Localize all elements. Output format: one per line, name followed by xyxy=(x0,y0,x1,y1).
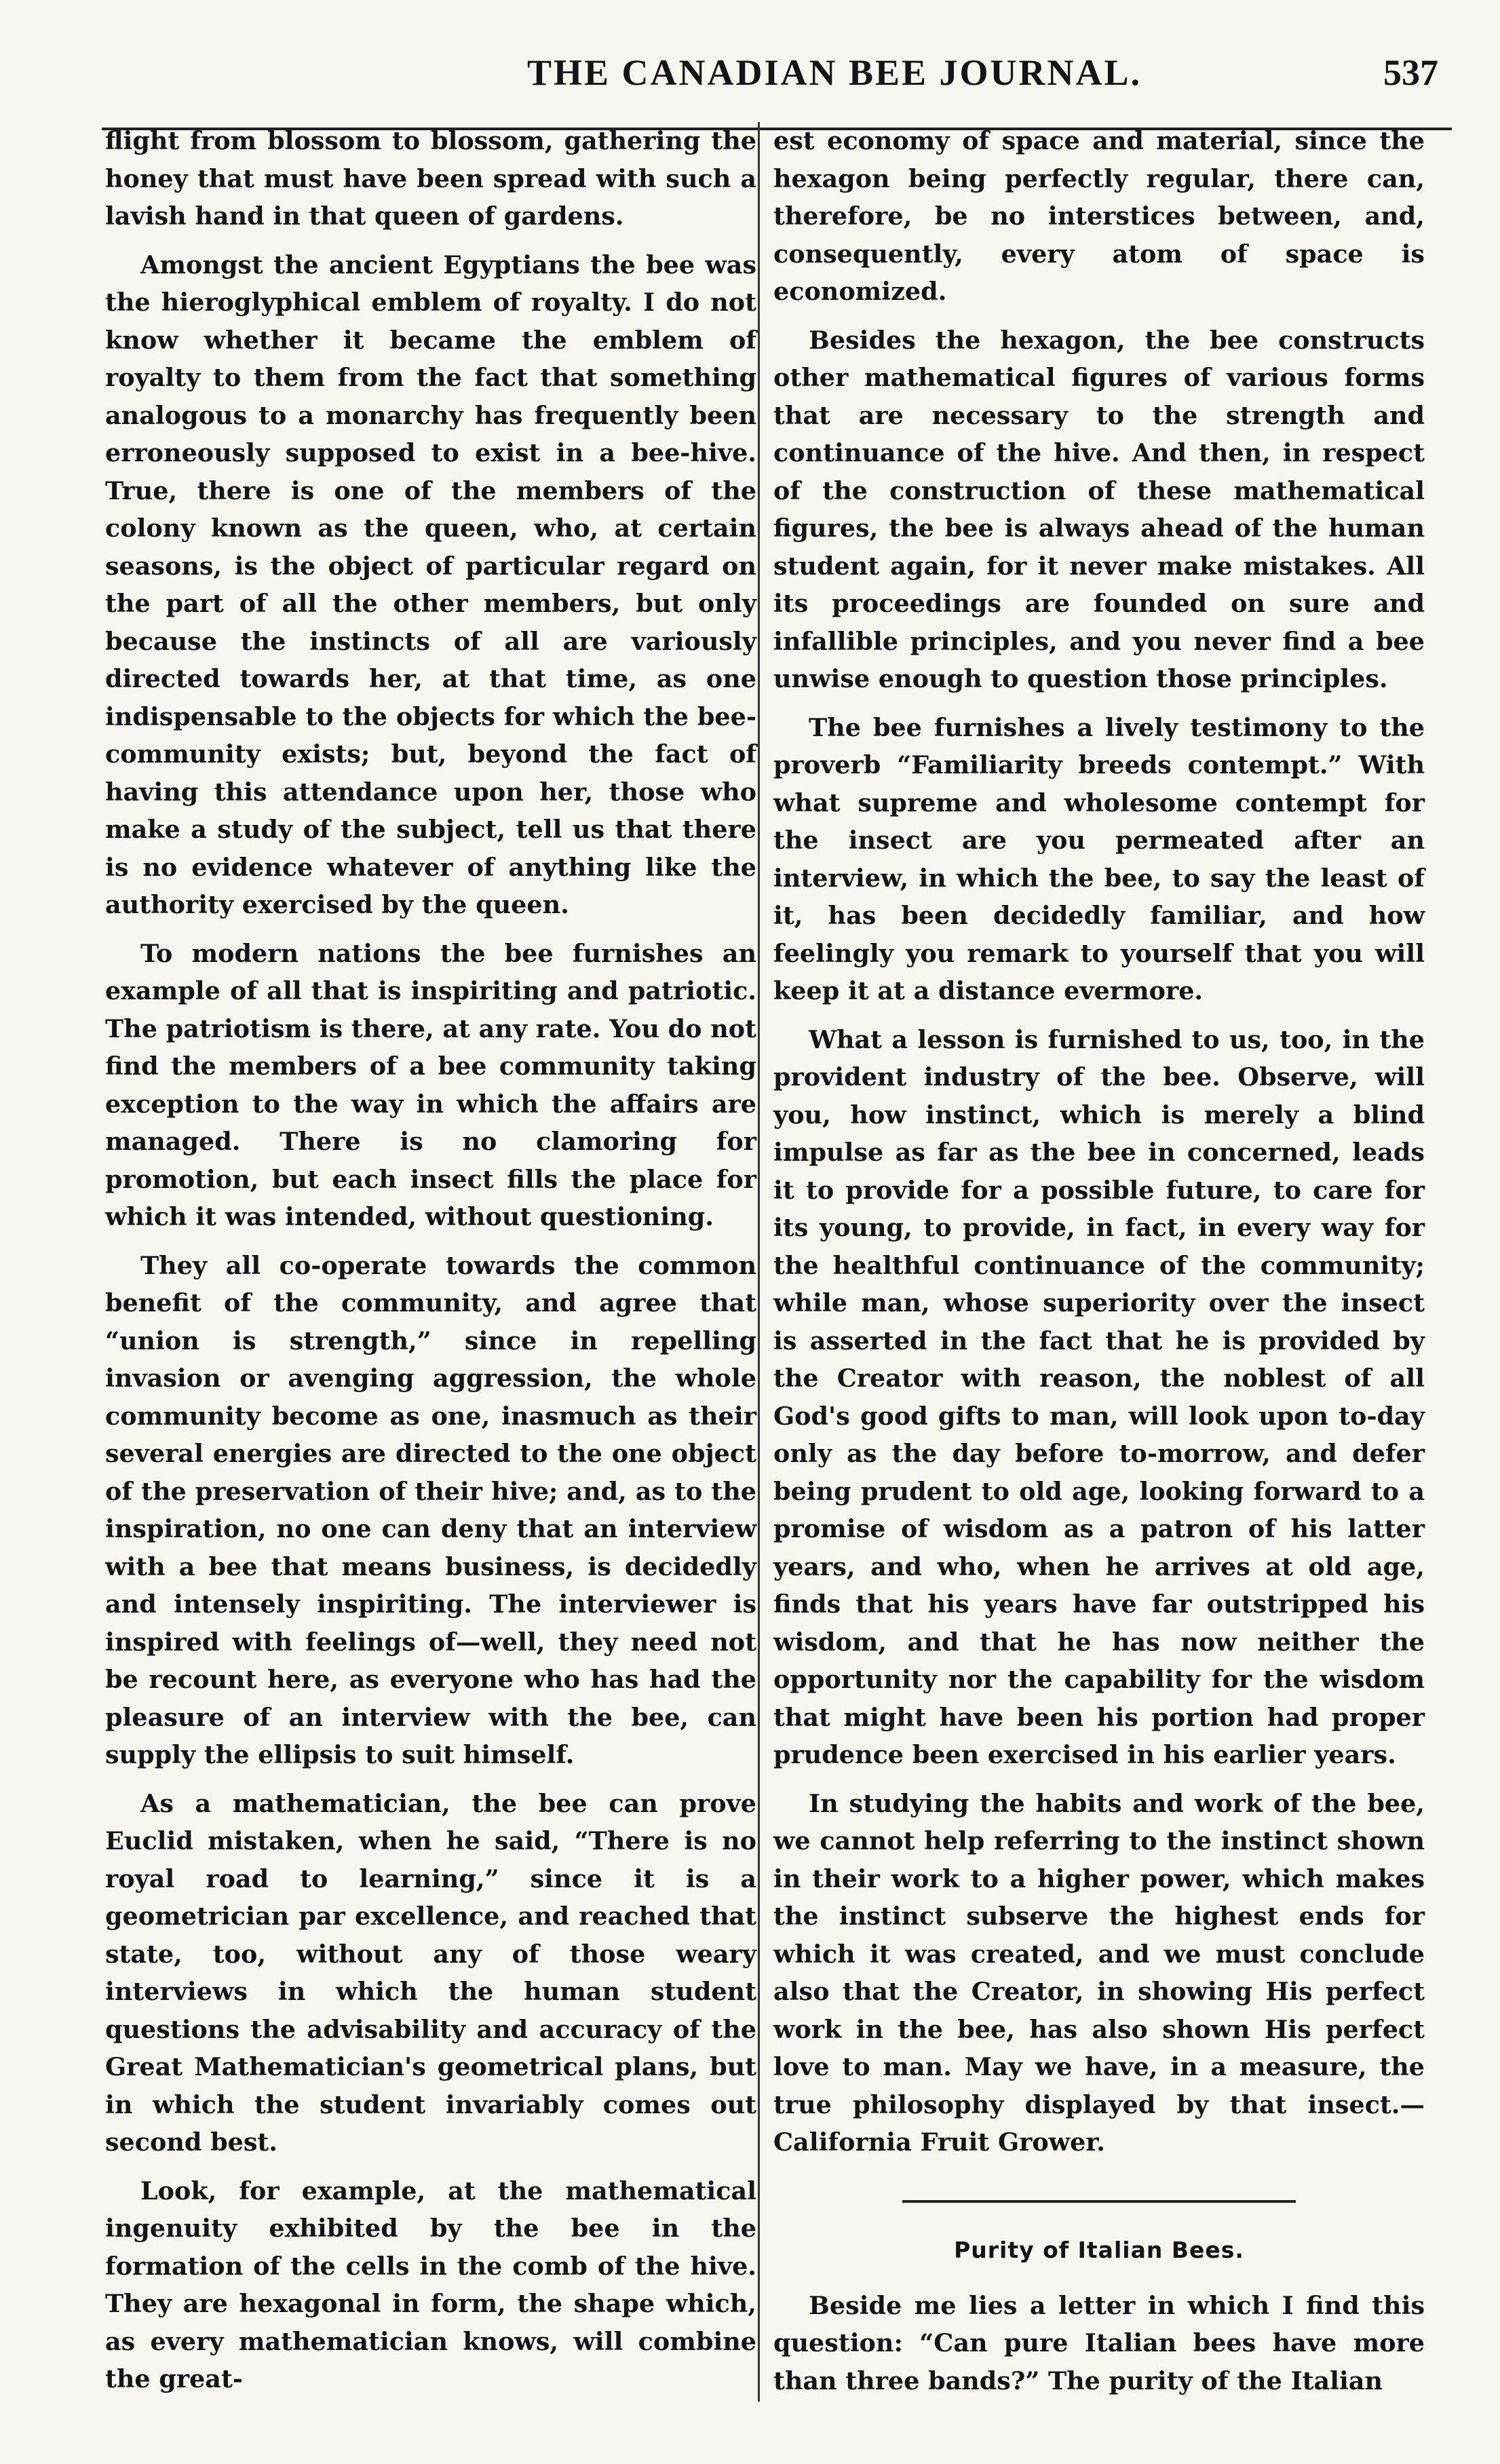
paragraph: As a mathematician, the bee can prove Euclid mistaken, when he said, “There is no royal road to learning,” since it is a geometrician par excellence, and reached that state, too, without any of those weary interviews in which the human student questions the advisability and accuracy of the Great Mathematician's geometrical plans, but in which the student invariably comes out second best. xyxy=(105,1788,756,2157)
paragraph: To modern nations the bee furnishes an example of all that is inspiriting and patriotic. The patriotism is there, at any rate. You do not find the members of a bee community taking exception to the way in which the affairs are managed. There is no clamoring for promotion, but each insect fills the place for which it was intended, without questioning. xyxy=(105,938,756,1231)
paragraph: In studying the habits and work of the bee, we cannot help referring to the instinct shown in their work to a higher power, which makes the instinct subserve the highest ends for which it was created, and we must conclude also that the Creator, in showing His perfect work in the bee, has also shown His perfect love to man. May we have, in a measure, the true philosophy displayed by that insect.—California Fruit Grower. xyxy=(773,1788,1425,2157)
paragraph: They all co-operate towards the common benefit of the community, and agree that “union is strength,” since in repelling invasion or avenging aggression, the whole community become as one, inasmuch as their several energies are directed to the one object of the preservation of their hive; and, as to the inspiration, no one can deny that an interview with a bee that means business, is decidedly and intensely inspiriting. The interviewer is inspired with feelings of—well, they need not be recount here, as everyone who has had the pleasure of an interview with the bee, can supply the ellipsis to suit himself. xyxy=(105,1250,756,1769)
section-separator xyxy=(773,2182,1425,2220)
paragraph: Amongst the ancient Egyptians the bee was the hieroglyphical emblem of royalty. I do not know whether it became the emblem of royalty to them from the fact that something analogous to a monarchy has frequently been erroneously supposed to exist in a bee-hive. True, there is one of the members of the colony known as the queen, who, at certain seasons, is the object of particular regard on the part of all the other members, but only because the instincts of all are variously directed towards her, at that time, as one indispensable to the objects for which the bee-community exists; but, beyond the fact of having this attendance upon her, those who make a study of the subject, tell us that there is no evidence whatever of anything like the authority exercised by the queen. xyxy=(105,250,756,919)
paragraph: What a lesson is furnished to us, too, in the provident industry of the bee. Observe, will you, how instinct, which is merely a blind impulse as far as the bee in concerned, leads it to provide for a possible future, to care for its young, to provide, in fact, in every way for the healthful continuance of the community; while man, whose superiority over the insect is asserted in the fact that he is provided by the Creator with reason, the noblest of all God's good gifts to man, will look upon to-day only as the day before to-morrow, and defer being prudent to old age, looking forward to a promise of wisdom as a patron of his latter years, and who, when he arrives at old age, finds that his years have far outstripped his wisdom, and that he has now neither the opportunity nor the capability for the wisdom that might have been his portion had proper prudence been exercised in his earlier years. xyxy=(773,1024,1425,1769)
paragraph: flight from blossom to blossom, gathering the honey that must have been spread with such a lavish hand in that queen of gardens. xyxy=(105,126,756,231)
column-divider xyxy=(758,122,760,2402)
paragraph: Beside me lies a letter in which I find this question: “Can pure Italian bees have more than three bands?” The purity of the Italian xyxy=(773,2290,1425,2395)
right-column xyxy=(773,122,1425,2410)
paragraph: Besides the hexagon, the bee constructs other mathematical figures of various forms that are necessary to the strength and continuance of the hive. And then, in respect of the construction of these mathematical figures, the bee is always ahead of the human student again, for it never make mistakes. All its proceedings are founded on sure and infallible principles, and you never find a bee unwise enough to question those principles. xyxy=(773,325,1425,693)
page-number: 537 xyxy=(1383,52,1438,93)
section-title: Purity of Italian Bees. xyxy=(954,2237,1244,2263)
paragraph: est economy of space and material, since the hexagon being perfectly regular, there can, therefore, be no interstices between, and, consequently, every atom of space is economized. xyxy=(773,126,1425,306)
paragraph: The bee furnishes a lively testimony to the proverb “Familiarity breeds contempt.” With what supreme and wholesome contempt for the insect are you permeated after an interview, in which the bee, to say the least of it, has been decidedly familiar, and how feelingly you remark to yourself that you will keep it at a distance evermore. xyxy=(773,712,1425,1005)
journal-title: THE CANADIAN BEE JOURNAL. xyxy=(526,52,1142,93)
left-column xyxy=(105,122,756,2409)
page-header xyxy=(81,41,1438,102)
separator-line xyxy=(902,2200,1296,2203)
paragraph: Look, for example, at the mathematical ingenuity exhibited by the bee in the formation of the cells in the comb of the hive. They are hexagonal in form, the shape which, as every mathematician knows, will combine the great- xyxy=(105,2176,756,2393)
